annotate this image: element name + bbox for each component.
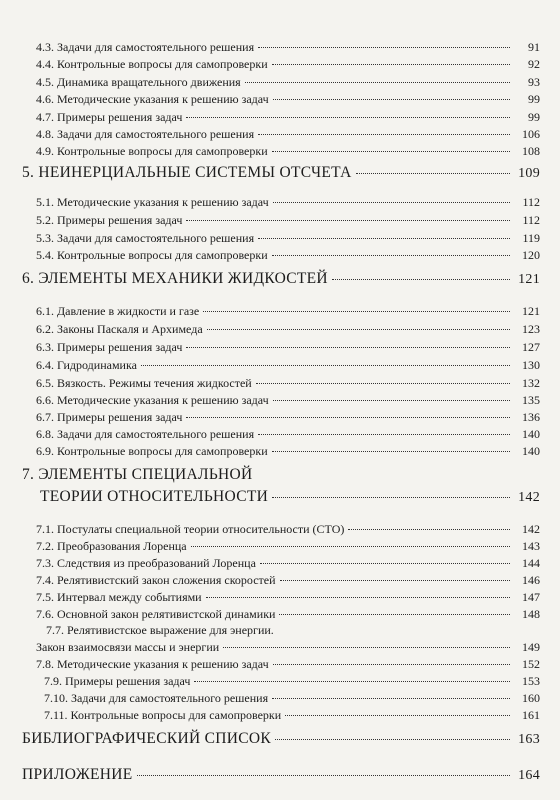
toc-leader-dots — [273, 99, 510, 100]
toc-chapter-entry — [22, 270, 540, 288]
toc-entry-first-line: 7. ЭЛЕМЕНТЫ СПЕЦИАЛЬНОЙ — [22, 466, 253, 483]
toc-entry-title: 4.4. Контрольные вопросы для самопроверки — [36, 57, 268, 71]
toc-section-entry — [36, 248, 540, 263]
toc-entry-title: 6.3. Примеры решения задач — [36, 340, 183, 354]
toc-page-number: 140 — [522, 444, 540, 458]
toc-leader-dots — [272, 151, 510, 152]
toc-leader-dots — [279, 614, 510, 615]
toc-leader-dots — [207, 329, 510, 330]
toc-leader-dots — [258, 47, 510, 48]
toc-entry-title: 4.6. Методические указания к решению задач — [36, 92, 269, 106]
toc-section-entry — [36, 522, 540, 537]
toc-section-entry — [36, 75, 540, 90]
toc-entry-title: 7.6. Основной закон релятивистской динамики — [36, 607, 276, 621]
toc-leader-dots — [194, 681, 510, 682]
toc-leader-dots — [256, 383, 510, 384]
toc-entry-title: 4.3. Задачи для самостоятельного решения — [36, 40, 255, 54]
toc-leader-dots — [223, 647, 510, 648]
toc-entry-title: 6.5. Вязкость. Режимы течения жидкостей — [36, 376, 252, 390]
toc-leader-dots — [186, 417, 510, 418]
toc-entry-title: 6.8. Задачи для самостоятельного решения — [36, 427, 255, 441]
toc-page-number: 146 — [522, 573, 540, 587]
toc-leader-dots — [258, 238, 510, 239]
toc-section-entry — [36, 556, 540, 571]
toc-leader-dots — [141, 365, 510, 366]
toc-page-number: 119 — [522, 231, 540, 245]
toc-entry-title: 6.7. Примеры решения задач — [36, 410, 183, 424]
toc-entry-title: 6. ЭЛЕМЕНТЫ МЕХАНИКИ ЖИДКОСТЕЙ — [22, 270, 328, 287]
toc-page-number: 112 — [522, 213, 540, 227]
toc-entry-title: БИБЛИОГРАФИЧЕСКИЙ СПИСОК — [22, 730, 272, 747]
toc-entry-title: 7.9. Примеры решения задач — [44, 674, 191, 688]
toc-entry-title: 6.2. Законы Паскаля и Архимеда — [36, 322, 203, 336]
toc-page-number: 123 — [522, 322, 540, 336]
toc-leader-dots — [186, 220, 510, 221]
toc-section-entry — [36, 410, 540, 425]
toc-page-number: 92 — [528, 57, 540, 71]
toc-section-entry — [36, 607, 540, 622]
toc-page-number: 163 — [518, 732, 540, 747]
toc-leader-dots — [272, 497, 510, 498]
toc-leader-dots — [273, 202, 510, 203]
toc-chapter-entry — [40, 488, 540, 506]
toc-leader-dots — [332, 279, 510, 280]
toc-page-number: 109 — [518, 166, 540, 181]
toc-page-number: 106 — [522, 127, 540, 141]
toc-page-number: 130 — [522, 358, 540, 372]
toc-entry-title: 5.3. Задачи для самостоятельного решения — [36, 231, 255, 245]
toc-page-number: 127 — [522, 340, 540, 354]
toc-page-number: 142 — [518, 490, 540, 505]
toc-leader-dots — [275, 739, 510, 740]
toc-leader-dots — [272, 255, 510, 256]
toc-entry-title: 7.1. Постулаты специальной теории относительности (СТО) — [36, 522, 345, 536]
toc-entry-title: 5.2. Примеры решения задач — [36, 213, 183, 227]
toc-page-number: 161 — [522, 708, 540, 722]
toc-section-entry — [36, 110, 540, 125]
toc-page-number: 142 — [522, 522, 540, 536]
toc-page-number: 112 — [522, 195, 540, 209]
toc-leader-dots — [280, 580, 510, 581]
toc-page-number: 91 — [528, 40, 540, 54]
toc-entry-title: 7.8. Методические указания к решению задач — [36, 657, 269, 671]
toc-entry-title: 6.4. Гидродинамика — [36, 358, 137, 372]
toc-page-number: 108 — [522, 144, 540, 158]
toc-section-entry — [36, 195, 540, 210]
toc-section-entry — [36, 304, 540, 319]
toc-section-entry — [36, 57, 540, 72]
toc-entry-title: 5. НЕИНЕРЦИАЛЬНЫЕ СИСТЕМЫ ОТСЧЕТА — [22, 164, 352, 181]
toc-page-number: 148 — [522, 607, 540, 621]
toc-entry-first-line: 7.7. Релятивистское выражение для энергии. — [46, 623, 274, 637]
toc-entry-title: 7.10. Задачи для самостоятельного решения — [44, 691, 269, 705]
toc-leader-dots — [273, 664, 510, 665]
toc-entry-title: 5.4. Контрольные вопросы для самопроверки — [36, 248, 268, 262]
toc-page-number: 143 — [522, 539, 540, 553]
toc-page-number: 149 — [522, 640, 540, 654]
toc-entry-title: 7.3. Следствия из преобразований Лоренца — [36, 556, 256, 570]
toc-page-number: 120 — [522, 248, 540, 262]
toc-section-entry — [36, 640, 540, 655]
toc-section-entry — [36, 590, 540, 605]
toc-section-entry — [36, 539, 540, 554]
toc-entry-title: 6.1. Давление в жидкости и газе — [36, 304, 200, 318]
toc-section-entry — [36, 127, 540, 142]
toc-section-entry — [36, 358, 540, 373]
toc-leader-dots — [191, 546, 510, 547]
toc-leader-dots — [272, 698, 510, 699]
toc-leader-dots — [245, 82, 510, 83]
toc-leader-dots — [258, 434, 510, 435]
toc-page-number: 93 — [528, 75, 540, 89]
toc-section-entry — [44, 691, 540, 706]
toc-page-number: 99 — [528, 110, 540, 124]
toc-page-number: 147 — [522, 590, 540, 604]
toc-page-number: 135 — [522, 393, 540, 407]
toc-section-entry — [36, 231, 540, 246]
toc-section-entry — [36, 427, 540, 442]
toc-page-number: 164 — [518, 768, 540, 783]
toc-page-number: 140 — [522, 427, 540, 441]
toc-section-entry — [36, 322, 540, 337]
toc-leader-dots — [272, 451, 510, 452]
toc-leader-dots — [273, 400, 510, 401]
toc-entry-title: 5.1. Методические указания к решению задач — [36, 195, 269, 209]
toc-section-entry — [36, 144, 540, 159]
toc-entry-title: 4.5. Динамика вращательного движения — [36, 75, 241, 89]
toc-entry-title: 7.2. Преобразования Лоренца — [36, 539, 187, 553]
toc-leader-dots — [272, 64, 510, 65]
toc-page-number: 121 — [522, 304, 540, 318]
toc-page-number: 152 — [522, 657, 540, 671]
toc-entry-title: 7.5. Интервал между событиями — [36, 590, 202, 604]
toc-leader-dots — [137, 775, 510, 776]
toc-entry-title: ТЕОРИИ ОТНОСИТЕЛЬНОСТИ — [40, 488, 269, 505]
toc-leader-dots — [348, 529, 510, 530]
toc-page-number: 153 — [522, 674, 540, 688]
toc-section-entry — [44, 674, 540, 689]
toc-entry-title: 6.6. Методические указания к решению задач — [36, 393, 269, 407]
toc-leader-dots — [356, 173, 510, 174]
toc-section-entry — [36, 573, 540, 588]
toc-section-entry — [36, 657, 540, 672]
toc-page-number: 144 — [522, 556, 540, 570]
toc-leader-dots — [203, 311, 510, 312]
toc-entry-title: 7.4. Релятивистский закон сложения скоростей — [36, 573, 276, 587]
toc-leader-dots — [260, 563, 510, 564]
toc-page-number: 132 — [522, 376, 540, 390]
toc-entry-title: 7.11. Контрольные вопросы для самопроверки — [44, 708, 282, 722]
toc-section-entry — [44, 708, 540, 723]
toc-leader-dots — [258, 134, 510, 135]
toc-section-entry — [36, 92, 540, 107]
toc-section-entry — [36, 213, 540, 228]
toc-section-entry — [36, 40, 540, 55]
toc-page-number: 99 — [528, 92, 540, 106]
toc-section-entry — [36, 376, 540, 391]
toc-leader-dots — [186, 117, 510, 118]
toc-section-entry — [36, 340, 540, 355]
toc-leader-dots — [186, 347, 510, 348]
toc-entry-title: 4.8. Задачи для самостоятельного решения — [36, 127, 255, 141]
toc-entry-title: ПРИЛОЖЕНИЕ — [22, 766, 133, 783]
toc-section-entry — [36, 393, 540, 408]
toc-entry-title: 6.9. Контрольные вопросы для самопроверки — [36, 444, 268, 458]
toc-leader-dots — [285, 715, 510, 716]
toc-page-number: 121 — [518, 272, 540, 287]
toc-page-number: 136 — [522, 410, 540, 424]
toc-chapter-entry — [22, 730, 540, 748]
toc-section-entry — [36, 444, 540, 459]
toc-entry-title: 4.9. Контрольные вопросы для самопроверки — [36, 144, 268, 158]
toc-leader-dots — [206, 597, 510, 598]
toc-entry-title: Закон взаимосвязи массы и энергии — [36, 640, 220, 654]
toc-chapter-entry — [22, 164, 540, 182]
toc-entry-title: 4.7. Примеры решения задач — [36, 110, 183, 124]
toc-chapter-entry — [22, 766, 540, 784]
toc-page-number: 160 — [522, 691, 540, 705]
